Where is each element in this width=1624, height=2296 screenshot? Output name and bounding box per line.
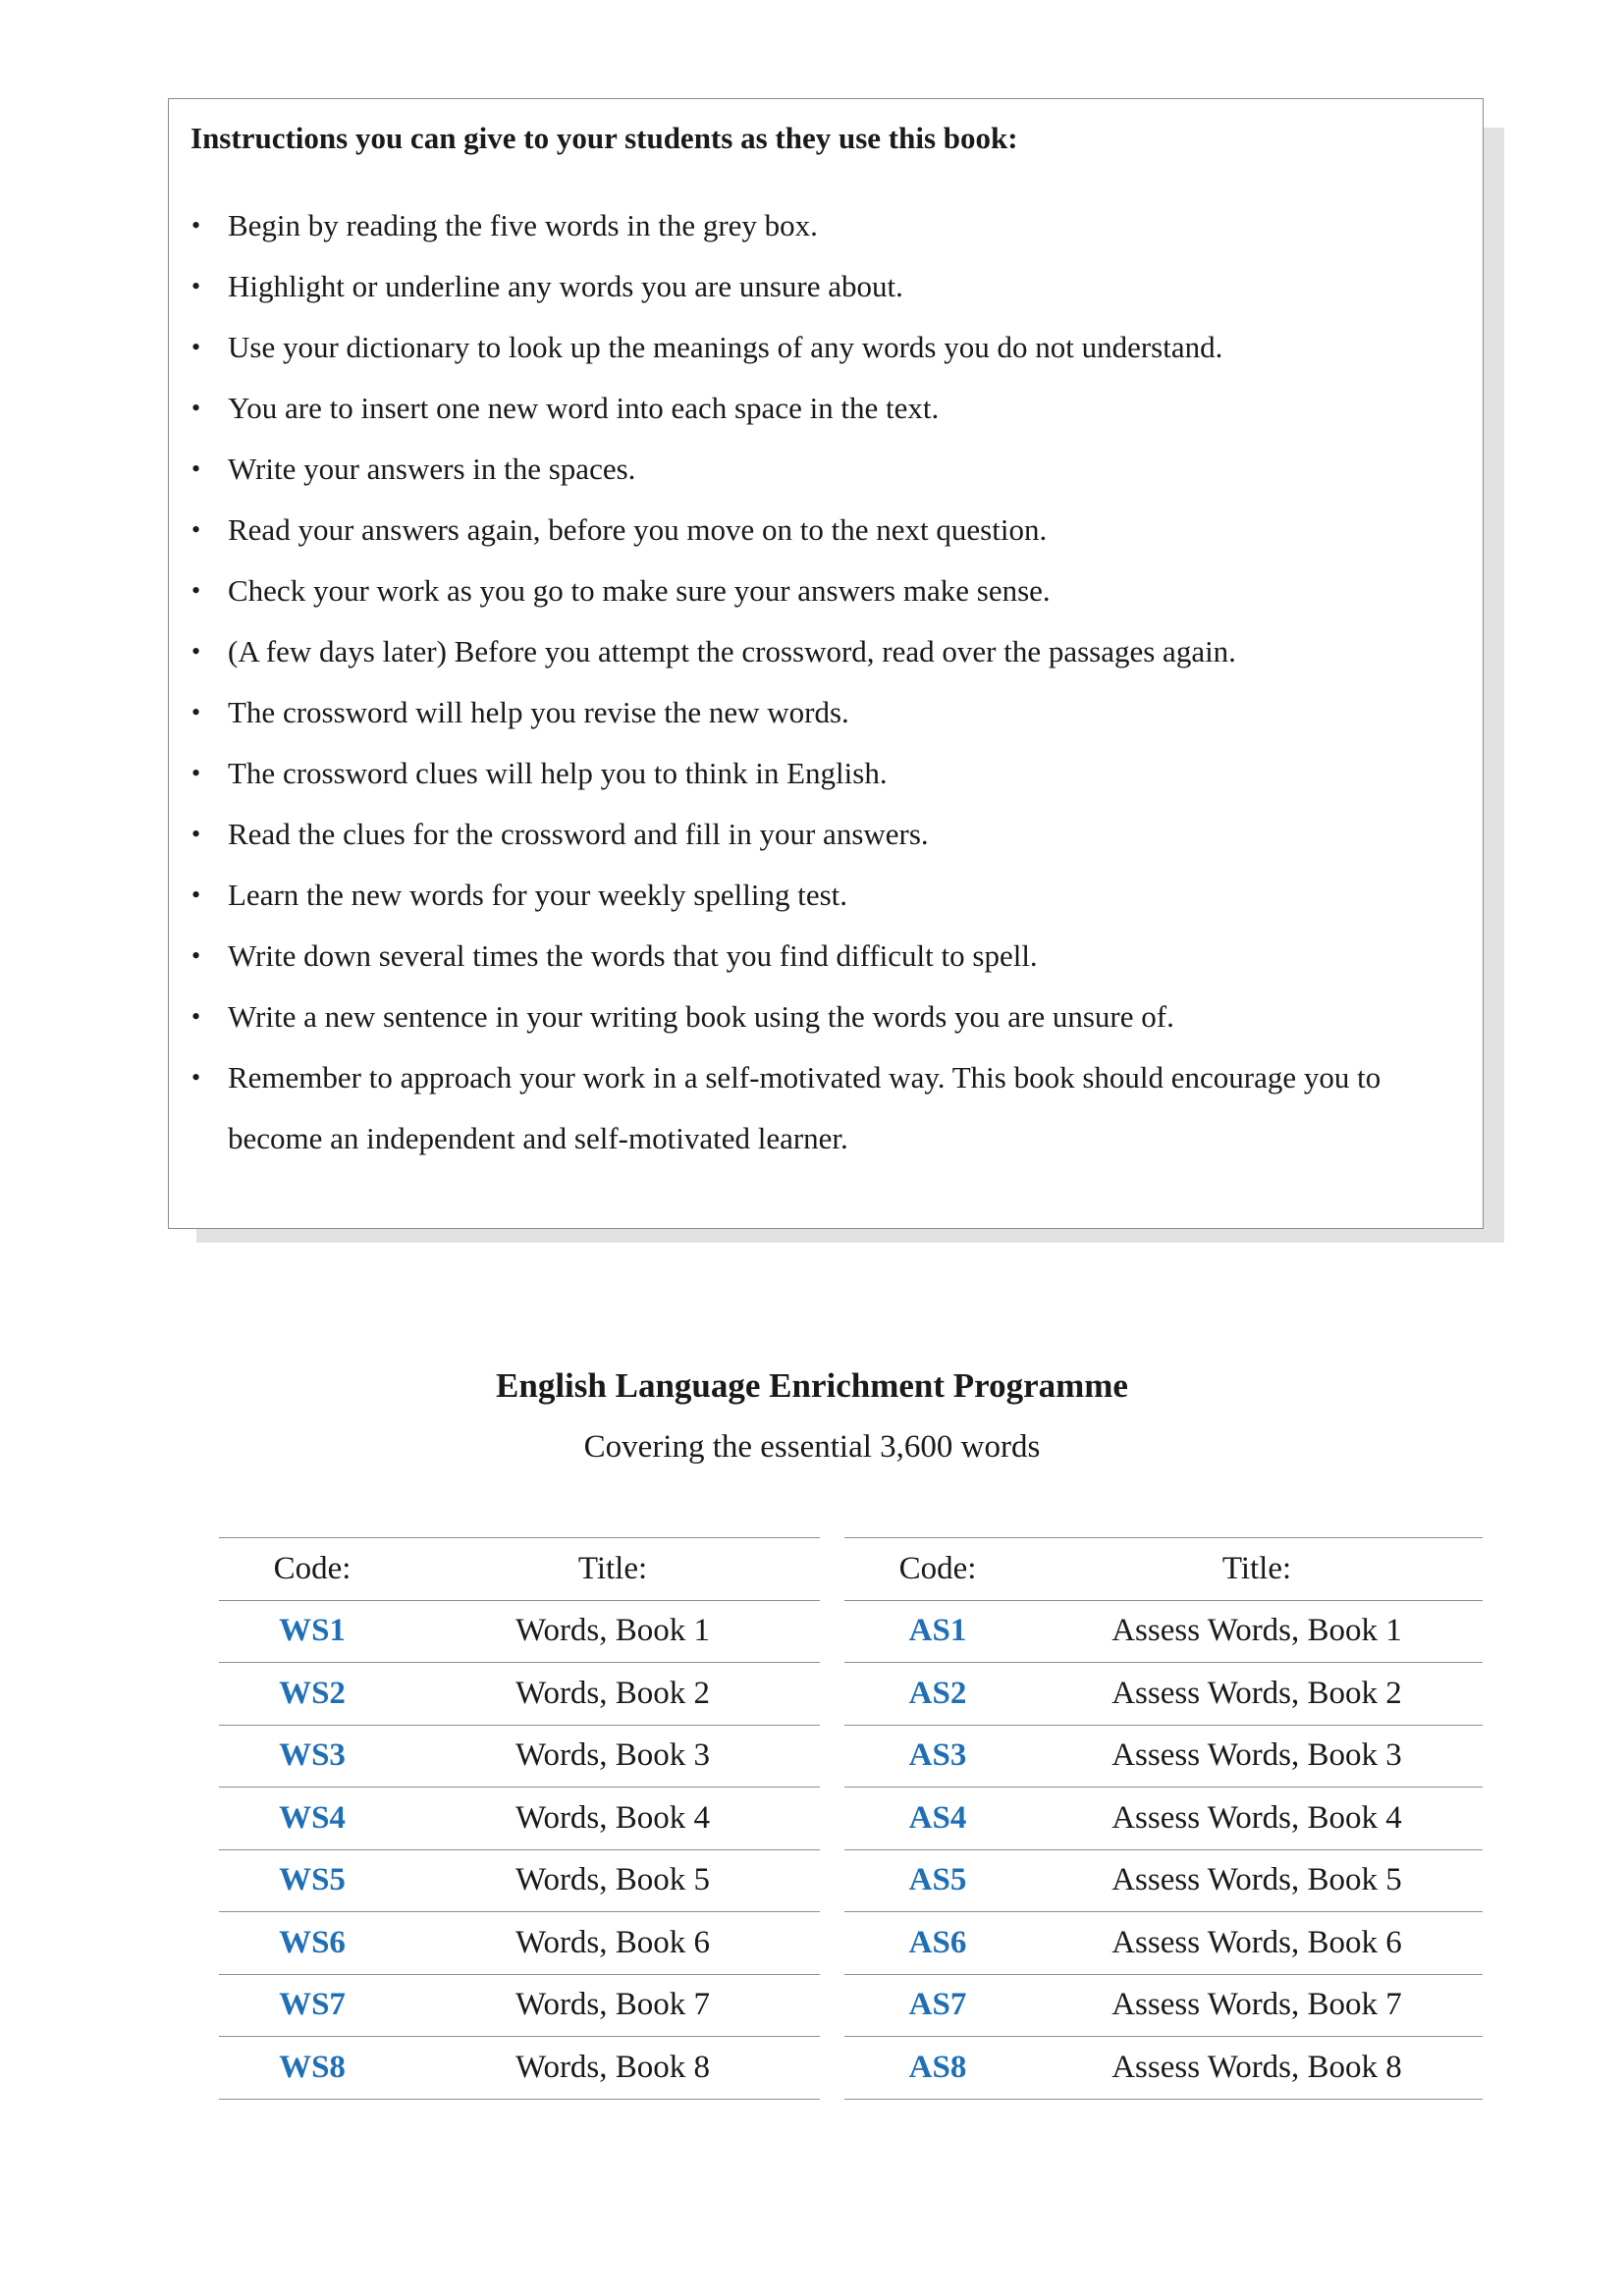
bullet-icon: • [191,272,201,300]
book-code: WS2 [219,1663,406,1726]
bullet-icon: • [191,454,201,483]
instruction-text: Check your work as you go to make sure your answers make sense. [228,573,1051,608]
instruction-item [169,317,1483,378]
book-code: AS5 [844,1849,1031,1912]
words-books-table [219,1537,820,2100]
instruction-item [169,256,1483,317]
bullet-icon: • [191,637,201,666]
title-column-header: Title: [406,1538,820,1601]
instruction-item [169,987,1483,1047]
bullet-icon: • [191,211,201,240]
table-row [219,2037,820,2100]
instruction-item [169,621,1483,682]
bullet-icon: • [191,576,201,605]
table-row [219,1912,820,1975]
assess-words-books-table [844,1537,1483,2100]
instruction-text: Use your dictionary to look up the meanings of any words you do not understand. [228,330,1223,364]
book-code: WS4 [219,1788,406,1850]
bullet-icon: • [191,1063,201,1092]
book-code: WS1 [219,1600,406,1663]
instruction-box [168,98,1484,1229]
bullet-icon: • [191,394,201,422]
programme-title: English Language Enrichment Programme [496,1366,1128,1405]
bullet-icon: • [191,759,201,787]
bullet-icon: • [191,515,201,544]
instruction-text: The crossword will help you revise the new words. [228,695,849,729]
table-row [844,1600,1483,1663]
instruction-item [169,865,1483,926]
book-title: Words, Book 3 [406,1725,820,1788]
instruction-text: The crossword clues will help you to think in English. [228,756,888,790]
instruction-item [169,926,1483,987]
instruction-text: Read the clues for the crossword and fill in your answers. [228,817,929,851]
bullet-icon: • [191,941,201,970]
book-code: WS6 [219,1912,406,1975]
book-code: AS1 [844,1600,1031,1663]
title-column-header: Title: [1031,1538,1483,1601]
instruction-heading: Instructions you can give to your students as they use this book: [190,121,1018,155]
table-row [844,1912,1483,1975]
book-code: WS5 [219,1849,406,1912]
table-header-row [219,1538,820,1601]
instruction-list [169,195,1483,1169]
instruction-item [169,378,1483,439]
table-row [844,1788,1483,1850]
table-row [844,1849,1483,1912]
book-title: Words, Book 6 [406,1912,820,1975]
instruction-text: Learn the new words for your weekly spelling test. [228,878,848,912]
book-title: Words, Book 1 [406,1600,820,1663]
code-column-header: Code: [844,1538,1031,1601]
table-row [219,1974,820,2037]
instruction-text: Remember to approach your work in a self-motivated way. This book should encourage you to become an independent and self-motivated learner. [228,1060,1381,1155]
table-row [219,1600,820,1663]
book-title: Words, Book 2 [406,1663,820,1726]
book-title: Assess Words, Book 1 [1031,1600,1483,1663]
bullet-icon: • [191,698,201,726]
book-title: Assess Words, Book 2 [1031,1663,1483,1726]
book-title: Assess Words, Book 7 [1031,1974,1483,2037]
book-code: AS3 [844,1725,1031,1788]
instruction-item [169,804,1483,865]
book-code: AS4 [844,1788,1031,1850]
instruction-item [169,1047,1483,1169]
book-title: Assess Words, Book 6 [1031,1912,1483,1975]
table-row [219,1849,820,1912]
table-row [844,1725,1483,1788]
book-title: Assess Words, Book 8 [1031,2037,1483,2100]
table-header-row [844,1538,1483,1601]
book-title: Assess Words, Book 5 [1031,1849,1483,1912]
table-row [844,2037,1483,2100]
instruction-item [169,561,1483,621]
table-row [219,1725,820,1788]
table-row [219,1663,820,1726]
instruction-item [169,743,1483,804]
book-title: Assess Words, Book 3 [1031,1725,1483,1788]
book-title: Words, Book 8 [406,2037,820,2100]
book-code: WS8 [219,2037,406,2100]
code-column-header: Code: [219,1538,406,1601]
instruction-text: Begin by reading the five words in the grey box. [228,208,818,242]
book-title: Words, Book 5 [406,1849,820,1912]
table-row [219,1788,820,1850]
instruction-text: Write your answers in the spaces. [228,452,636,486]
bullet-icon: • [191,1002,201,1031]
book-code: AS7 [844,1974,1031,2037]
bullet-icon: • [191,820,201,848]
bullet-icon: • [191,881,201,909]
book-title: Assess Words, Book 4 [1031,1788,1483,1850]
instruction-item [169,682,1483,743]
instruction-item [169,195,1483,256]
instruction-text: (A few days later) Before you attempt the crossword, read over the passages again. [228,634,1236,668]
bullet-icon: • [191,333,201,361]
instruction-text: Write a new sentence in your writing book using the words you are unsure of. [228,999,1174,1034]
book-code: AS6 [844,1912,1031,1975]
instruction-text: Write down several times the words that you find difficult to spell. [228,938,1038,973]
book-code: WS3 [219,1725,406,1788]
book-code: AS2 [844,1663,1031,1726]
programme-subtitle: Covering the essential 3,600 words [583,1429,1041,1465]
instruction-text: Highlight or underline any words you are unsure about. [228,269,903,303]
instruction-item [169,500,1483,561]
book-code: AS8 [844,2037,1031,2100]
book-title: Words, Book 7 [406,1974,820,2037]
instruction-text: You are to insert one new word into each space in the text. [228,391,940,425]
instruction-item [169,439,1483,500]
book-title: Words, Book 4 [406,1788,820,1850]
table-row [844,1663,1483,1726]
table-row [844,1974,1483,2037]
book-code: WS7 [219,1974,406,2037]
instruction-text: Read your answers again, before you move on to the next question. [228,512,1048,547]
